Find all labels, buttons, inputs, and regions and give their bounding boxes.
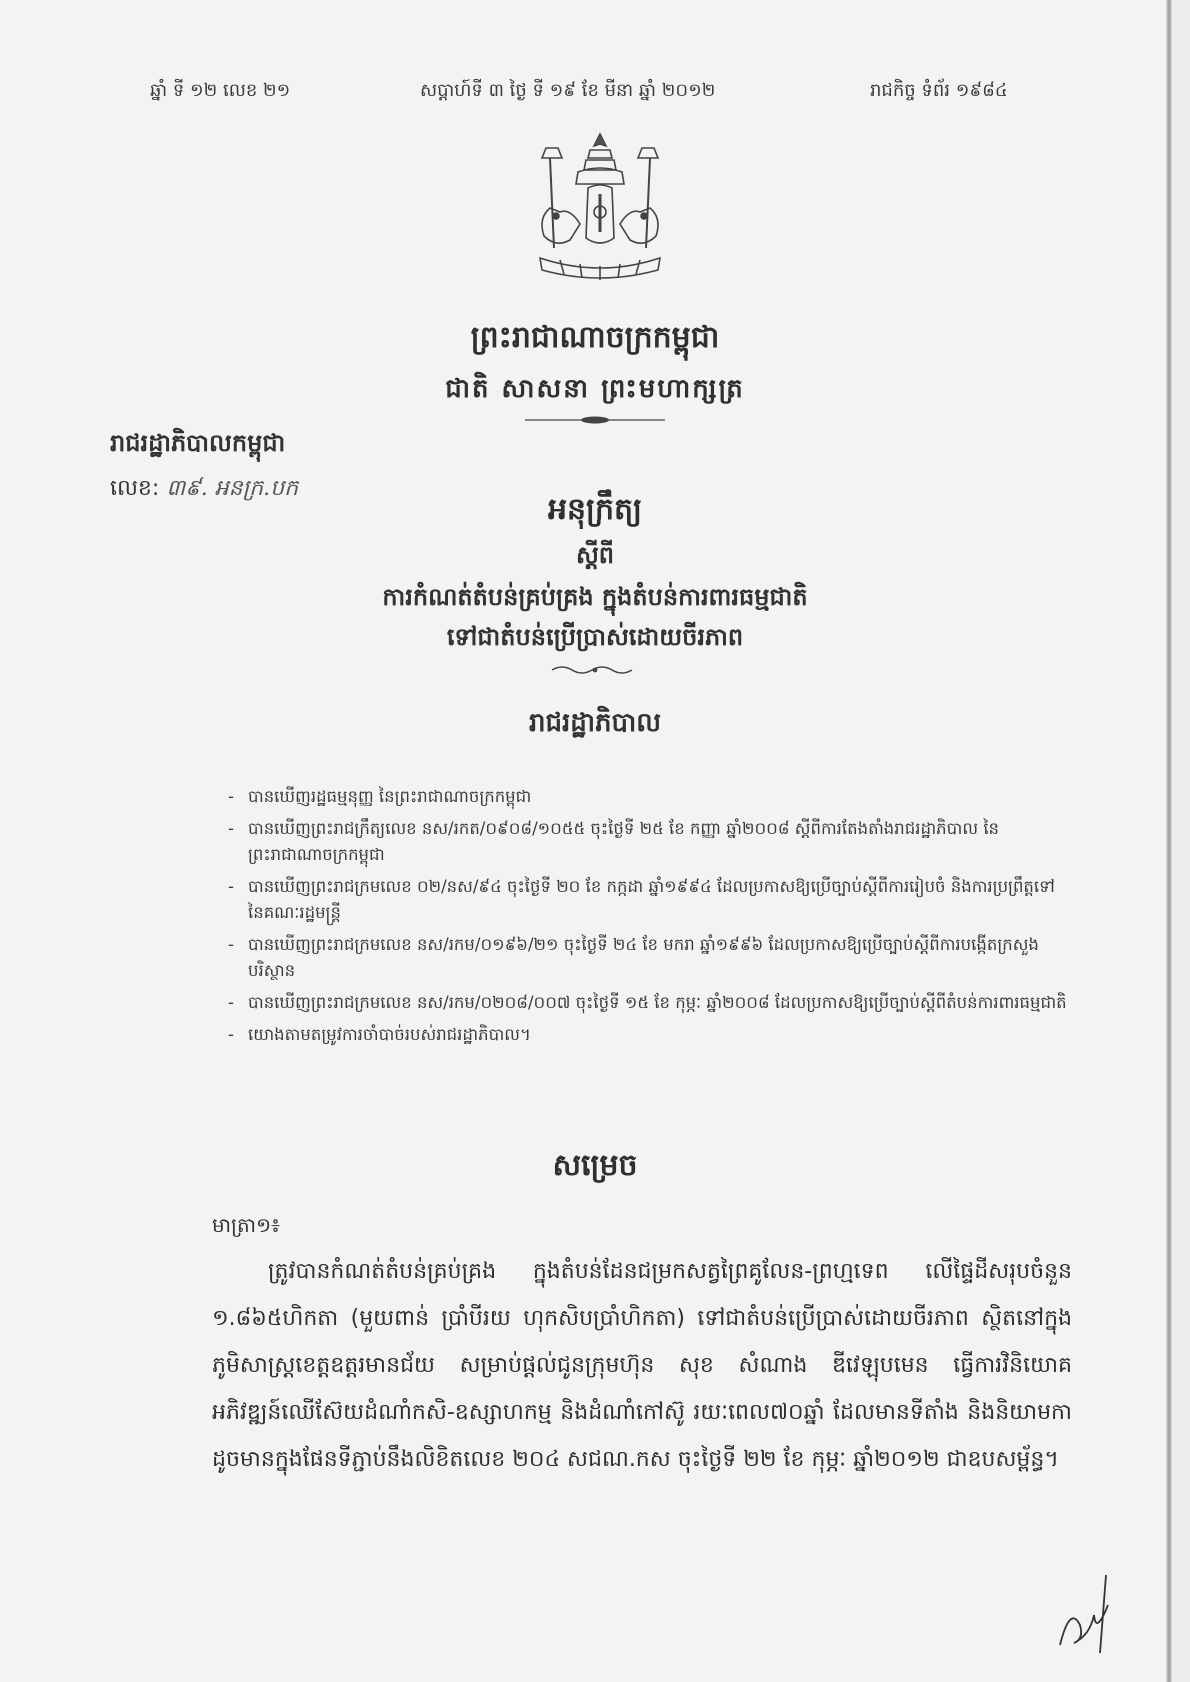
decides-heading: សម្រេច xyxy=(552,1148,638,1183)
list-item: - បានឃើញព្រះរាជក្រមលេខ នស/រកម/០២០៨/០០៧ ចុះថ្ងៃទី ១៥ ខែ កុម្ភៈ ឆ្នាំ២០០៨ ដែលប្រកាសឱ្យប្រើច្បាប់ស្តីពីតំបន់ការពារធម្មជាតិ xyxy=(228,993,1067,1012)
article-text: ត្រូវបានកំណត់តំបន់គ្រប់គ្រង ក្នុងតំបន់ដែនជម្រកសត្វព្រៃគូលែន-ព្រហ្មទេព លើផ្ទៃដីសរុបចំនួន ១.៨៦៥ហិកតា (មួយពាន់ ប្រាំបីរយ ហុកសិបប្រាំហិកតា) ទៅជាតំបន់ប្រើប្រាស់ដោយចីរភាព ស្ថិតនៅក្នុងភូមិសាស្ត្រខេត្តឧត្តរមានជ័យ សម្រាប់ផ្តល់ជូនក្រុមហ៊ុន សុខ សំណាង ឌីវេឡុបមេន ធ្វើការវិនិយោគអភិវឌ្ឍន៍ឈើស៊ែយដំណាំកសិ-ឧស្សាហកម្ម និងដំណាំកៅស៊ូ រយៈពេល៧០ឆ្នាំ ដែលមានទីតាំង និងនិយាមកា ដូចមានក្នុងផែនទីភ្ជាប់នឹងលិខិតលេខ ២០៤ សជណ.កស ចុះថ្ងៃទី ២២ ខែ កុម្ភៈ ឆ្នាំ២០១២ ជាឧបសម្ព័ន្ធ។ xyxy=(212,1259,1072,1472)
article-label: មាត្រា១៖ xyxy=(212,1213,280,1237)
issuing-authority: រាជរដ្ឋាភិបាលកម្ពុជា xyxy=(110,429,286,457)
visas-list xyxy=(228,784,1068,1054)
royal-emblem-icon xyxy=(520,128,680,288)
national-motto: ជាតិ សាសនា ព្រះមហាក្សត្រ xyxy=(445,374,745,404)
list-item: - បានឃើញព្រះរាជក្រមលេខ នស/រកម/០១៩៦/២១ ចុះថ្ងៃទី ២៤ ខែ មករា ឆ្នាំ១៩៩៦ ដែលប្រកាសឱ្យប្រើច្បាប់ស្តីពីការបង្កើតក្រសួងបរិស្ថាន xyxy=(228,935,1039,980)
article-body xyxy=(212,1248,1072,1483)
list-item: - បានឃើញព្រះរាជក្រមលេខ ០២/នស/៩៤ ចុះថ្ងៃទី ២០ ខែ កក្កដា ឆ្នាំ១៩៩៤ ដែលប្រកាសឱ្យប្រើច្បាប់ស្តីពីការរៀបចំ និងការប្រព្រឹត្តទៅ នៃគណៈរដ្ឋមន្ត្រី xyxy=(228,877,1055,922)
decree-number-label: លេខ: xyxy=(110,476,160,501)
subject-ornament xyxy=(0,664,1190,676)
decree-title: អនុក្រឹត្យ xyxy=(547,492,643,527)
gazette-page: រាជកិច្ច ទំព័រ ១៩៨៤ xyxy=(870,80,1008,101)
list-item: - បានឃើញព្រះរាជក្រឹត្យលេខ នស/រកត/០៩០៨/១០៥៥ ចុះថ្ងៃទី ២៥ ខែ កញ្ញា ឆ្នាំ២០០៨ ស្តីពីការតែងតាំងរាជរដ្ឋាភិបាល នៃព្រះរាជាណាចក្រកម្ពុជា xyxy=(228,819,1000,864)
decree-subject-line-1: ការកំណត់តំបន់គ្រប់គ្រង ក្នុងតំបន់ការពារធម្មជាតិ xyxy=(382,583,808,611)
page-edge-shadow xyxy=(1166,0,1172,1682)
gazette-header xyxy=(150,78,1050,108)
list-item: - យោងតាមតម្រូវការចាំបាច់របស់រាជរដ្ឋាភិបាល។ xyxy=(228,1025,531,1044)
list-item: - បានឃើញរដ្ឋធម្មនុញ្ញ នៃព្រះរាជាណាចក្រកម្ពុជា xyxy=(228,787,532,806)
decree-subject-line-2: ទៅជាតំបន់ប្រើប្រាស់ដោយចីរភាព xyxy=(446,623,744,651)
gazette-issue: ឆ្នាំ ទី ១២ លេខ ២១ xyxy=(150,80,291,101)
government-heading: រាជរដ្ឋាភិបាល xyxy=(528,708,662,738)
kingdom-title: ព្រះរាជាណាចក្រកម្ពុជា xyxy=(470,320,720,355)
divider-ornament xyxy=(0,414,1190,426)
gazette-date: សប្តាហ៍ទី ៣ ថ្ងៃ ទី ១៩ ខែ មីនា ឆ្នាំ ២០១២ xyxy=(420,80,716,101)
initials-signature xyxy=(1050,1565,1120,1655)
page-edge xyxy=(1174,0,1190,1682)
regarding-label: ស្តីពី xyxy=(575,541,615,569)
decree-number-value: ៣៩. អនក្រ.បក xyxy=(166,476,299,501)
